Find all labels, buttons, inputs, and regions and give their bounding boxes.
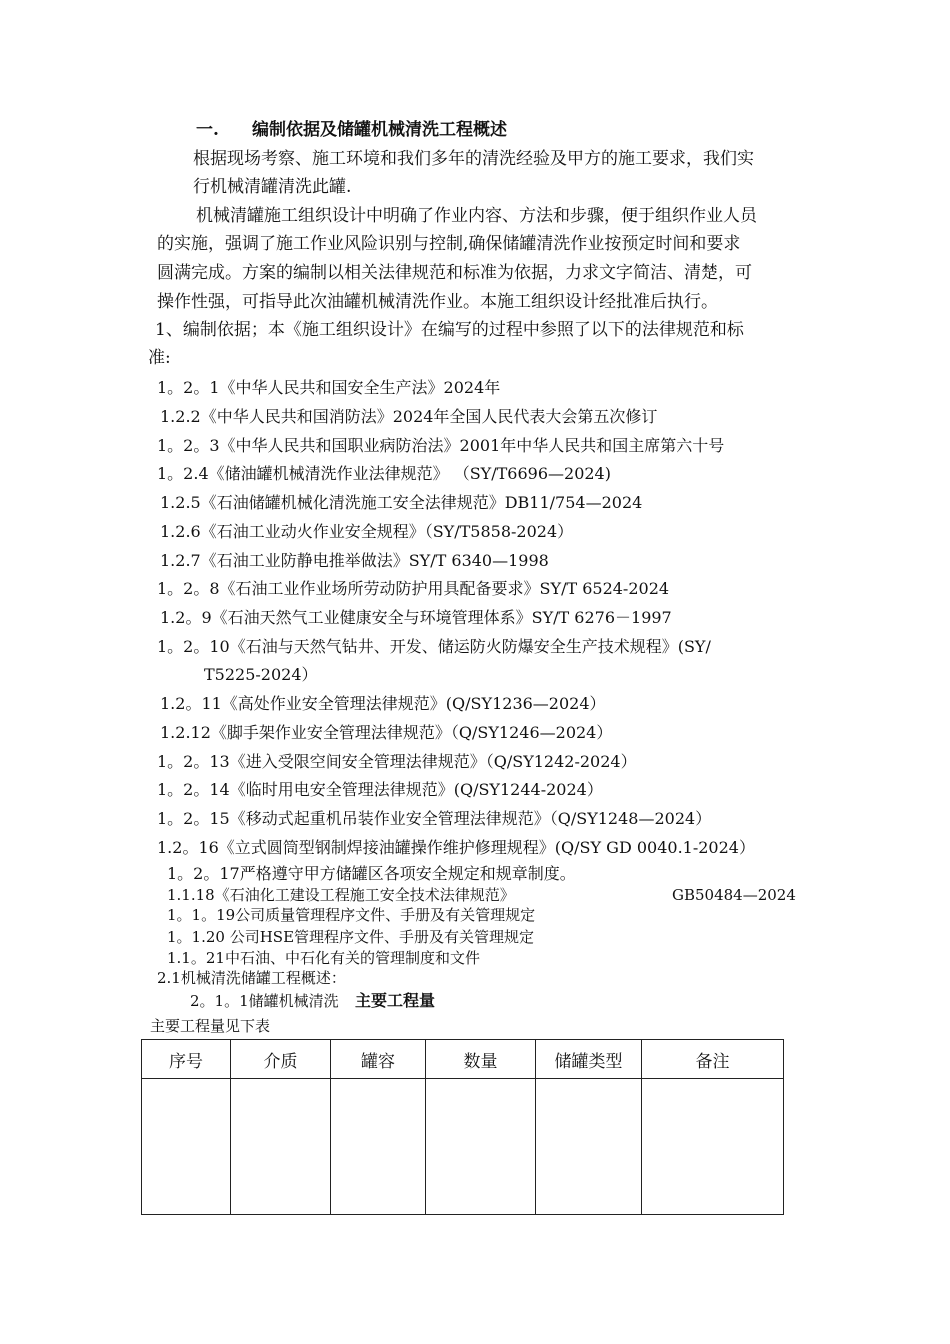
reference-item: 1。2。1《中华人民共和国安全生产法》2024年 — [157, 378, 501, 397]
subsection-prefix: 2。1。1储罐机械清洗 — [190, 992, 339, 1010]
paragraph-line: 机械清罐施工组织设计中明确了作业内容、方法和步骤，便于组织作业人员 — [196, 206, 757, 226]
reference-item: 1.2。9《石油天然气工业健康安全与环境管理体系》SY/T 6276－1997 — [160, 608, 672, 627]
reference-item: 1.2.6《石油工业动火作业安全规程》（SY/T5858-2024） — [160, 522, 574, 541]
reference-standard-code: GB50484—2024 — [672, 886, 796, 904]
reference-item: 1.2.12《脚手架作业安全管理法律规范》（Q/SY1246—2024） — [160, 723, 613, 742]
reference-item: 1。2。3《中华人民共和国职业病防治法》2001年中华人民共和国主席第六十号 — [157, 436, 725, 455]
reference-item: 1。2。17严格遵守甲方储罐区各项安全规定和规章制度。 — [167, 864, 576, 883]
column-header-quantity: 数量 — [426, 1040, 536, 1079]
reference-item: 1.1。21中石油、中石化有关的管理制度和文件 — [167, 949, 480, 967]
section-title: 2.1机械清洗储罐工程概述： — [157, 969, 346, 987]
column-header-remarks: 备注 — [642, 1040, 784, 1079]
table-header-row — [142, 1040, 784, 1079]
reference-item: 1。2。8《石油工业作业场所劳动防护用具配备要求》SY/T 6524-2024 — [157, 579, 670, 598]
reference-item: 1。1。19公司质量管理程序文件、手册及有关管理规定 — [167, 906, 536, 924]
reference-item: 1.2。11《高处作业安全管理法律规范》(Q/SY1236—2024） — [160, 694, 606, 713]
subsection-title: 主要工程量 — [355, 991, 436, 1010]
reference-item: 1。2.4《储油罐机械清洗作业法律规范》 （SY/T6696—2024) — [157, 464, 611, 483]
reference-item: T5225-2024） — [204, 665, 318, 684]
reference-item: 1.2。16《立式圆筒型钢制焊接油罐操作维护修理规程》(Q/SY GD 0040.1-2024） — [157, 838, 755, 857]
reference-item: 1。2。15《移动式起重机吊装作业安全管理法律规范》（Q/SY1248—2024） — [157, 809, 712, 828]
table-cell — [231, 1079, 331, 1215]
reference-item: 1。1.20 公司HSE管理程序文件、手册及有关管理规定 — [167, 928, 535, 946]
table-cell — [142, 1079, 231, 1215]
column-header-index: 序号 — [142, 1040, 231, 1079]
table-caption: 主要工程量见下表 — [150, 1017, 271, 1035]
paragraph-line: 圆满完成。方案的编制以相关法律规范和标准为依据，力求文字简洁、清楚，可 — [157, 263, 752, 283]
heading-number: 一. — [196, 120, 219, 140]
column-header-capacity: 罐容 — [331, 1040, 426, 1079]
reference-item: 1。2。13《进入受限空间安全管理法律规范》（Q/SY1242-2024） — [157, 752, 637, 771]
paragraph-line: 根据现场考察、施工环境和我们多年的清洗经验及甲方的施工要求，我们实 — [193, 149, 754, 169]
paragraph-line: 的实施，强调了施工作业风险识别与控制,确保储罐清洗作业按预定时间和要求 — [157, 234, 741, 254]
table-cell — [426, 1079, 536, 1215]
quantity-table — [141, 1039, 784, 1215]
table-cell — [642, 1079, 784, 1215]
paragraph-line: 准: — [148, 348, 171, 368]
paragraph-line: 1、编制依据；本《施工组织设计》在编写的过程中参照了以下的法律规范和标 — [155, 320, 744, 340]
paragraph-line: 操作性强，可指导此次油罐机械清洗作业。本施工组织设计经批准后执行。 — [157, 292, 718, 312]
table-row — [142, 1079, 784, 1215]
reference-item: 1.1.18《石油化工建设工程施工安全技术法律规范》 — [167, 886, 515, 904]
column-header-medium: 介质 — [231, 1040, 331, 1079]
table-cell — [536, 1079, 642, 1215]
reference-item: 1。2。10《石油与天然气钻井、开发、储运防火防爆安全生产技术规程》(SY/ — [157, 637, 711, 656]
reference-item: 1。2。14《临时用电安全管理法律规范》(Q/SY1244-2024） — [157, 780, 603, 799]
heading-title: 编制依据及储罐机械清洗工程概述 — [252, 120, 507, 140]
reference-item: 1.2.5《石油储罐机械化清洗施工安全法律规范》DB11/754—2024 — [160, 493, 643, 512]
reference-item: 1.2.2《中华人民共和国消防法》2024年全国人民代表大会第五次修订 — [160, 407, 658, 426]
table-cell — [331, 1079, 426, 1215]
reference-item: 1.2.7《石油工业防静电推举做法》SY/T 6340—1998 — [160, 551, 549, 570]
paragraph-line: 行机械清罐清洗此罐. — [193, 177, 352, 197]
column-header-tank-type: 储罐类型 — [536, 1040, 642, 1079]
